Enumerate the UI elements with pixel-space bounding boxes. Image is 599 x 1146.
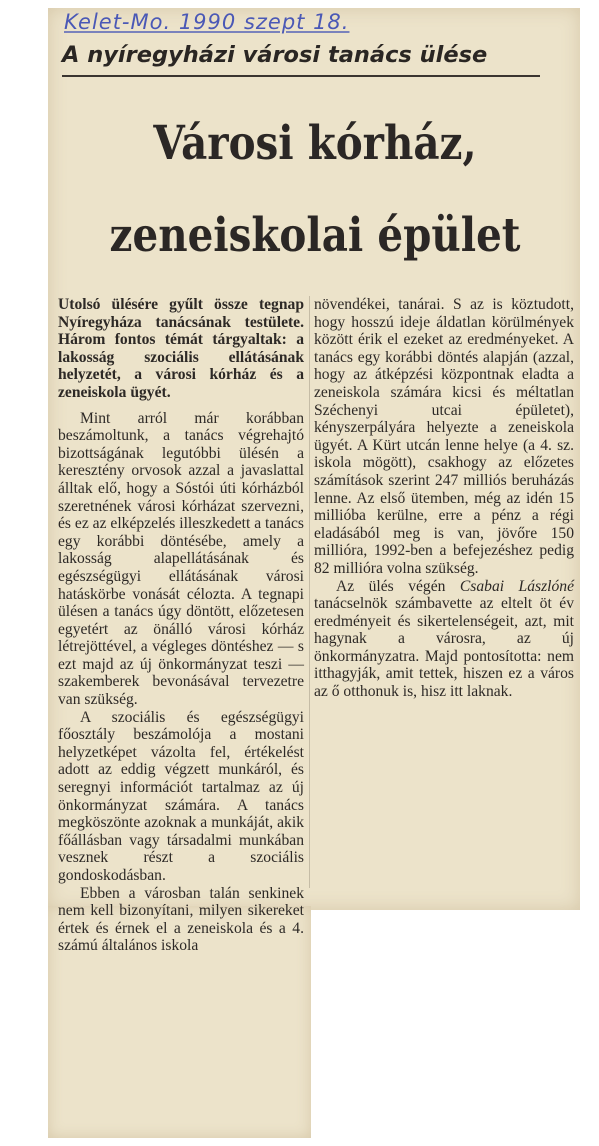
article-column-left [58, 296, 304, 955]
body-paragraph: növendékei, tanárai. S az is köztudott, hogy hosszú ideje áldatlan körülmények között érik el ezeket az eredményeket. A tanács egy korábbi döntés alapján (azzal, hogy az átképzési központnak eladta a zeneiskola számára kicsi és méltatlan Széchenyi utcai épületet), kényszerpályára helyezte a zeneiskola ügyét. A Kürt utcán lenne helye (a 4. sz. iskola mögött), csakhogy az előzetes számítások szerint 247 milliós beruházás lenne. Az első ütemben, még az idén 15 millióba kerülne, erre a pénz a régi eladásából meg is van, jövőre 150 millióra, 1992-ben a befejezéshez pedig 82 millióra volna szükség. [314, 296, 574, 577]
main-headline [96, 98, 535, 282]
body-paragraph: A szociális és egészségügyi főosztály beszámolója a mostani helyzetképet vázolta fel, értékelést adott az eddig végzett munkáról, és seregnyi információt tartalmaz az új önkormányzat számára. A tanács megköszönte azoknak a munkáját, akik főállásban vagy társadalmi munkában vesznek részt a szociális gondoskodásban. [58, 708, 304, 884]
lead-paragraph: Utolsó ülésére gyűlt össze tegnap Nyíregyháza tanácsának testülete. Három fontos témát tárgyaltak: a lakosság szociális ellátásának helyzetét, a városi kórház és a zeneiskola ügyét. [58, 296, 304, 401]
chairwoman-name: Csabai Lászlóné [459, 577, 575, 595]
body-paragraph: Mint arról már korábban beszámoltunk, a tanács végrehajtó bizottságának legutóbbi ülésén a keresztény orvosok azzal a javaslattal álltak elő, hogy a Sóstói úti kórházból szeretnének városi kórházat szervezni, és ez az elképzelés illeszkedett a tanács egy korábbi döntésébe, amely a lakosság alapellátásának és egészségügyi ellátásának városi hatáskörbe vonását célozta. A tegnapi ülésen a tanács úgy döntött, előzetesen egyetért az önálló városi kórház létrejöttével, a végleges döntéshez — s ezt majd az új önkormányzat teszi — szakemberek bevonásával tervezetre van szükség. [58, 409, 304, 709]
body-paragraph: Ebben a városban talán senkinek nem kell bizonyítani, milyen sikereket értek és érnek el a zeneiskola és a 4. számú általános iskola [58, 884, 304, 955]
article-column-right [314, 296, 574, 701]
kicker-rule [62, 75, 540, 77]
kicker-headline: A nyíregyházi városi tanács ülése [62, 42, 488, 68]
column-divider [309, 296, 310, 888]
headline-line-1: Városi kórház, [153, 116, 477, 171]
handwritten-source-note: Kelet-Mo. 1990 szept 18. [64, 10, 350, 34]
closing-text-end: tanácselnök számbavette az eltelt öt év eredményeit és sikertelenségeit, azt, mit hagynak a városra, az új önkormányzatra. Majd pontosította: nem itthagyják, amit tettek, hiszen ez a város az ő otthonuk is, hisz itt laknak. [314, 595, 574, 701]
headline-line-2: zeneiskolai épület [109, 208, 521, 263]
closing-text-start: Az ülés végén [336, 577, 460, 595]
closing-paragraph [314, 578, 574, 701]
